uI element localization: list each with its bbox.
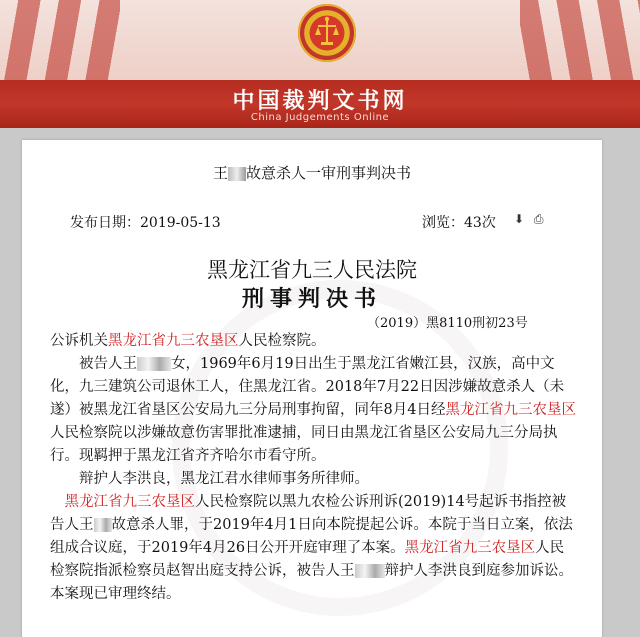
download-icon[interactable]: ⬇	[514, 212, 525, 226]
text-span: 人民检察院指派检察员赵智出庭支持公诉，被告人王	[50, 540, 565, 579]
procuratorate-link[interactable]: 黑龙江省九三农垦区	[404, 540, 536, 556]
view-count-label: 浏览：	[422, 215, 464, 231]
procuratorate-link[interactable]: 黑龙江省九三农垦区	[108, 333, 239, 349]
text-span: 人民检察院以涉嫌故意伤害罪批准逮捕，同日由黑龙江省垦区公安局九三分局执行。现羁押于黑龙江省齐齐哈尔市看守所。	[50, 425, 558, 464]
court-emblem-icon	[298, 4, 356, 62]
document-actions	[514, 212, 544, 227]
text-span: 人民检察院。	[238, 333, 326, 349]
text-span: 被告人王	[79, 356, 137, 372]
redacted-name	[94, 518, 112, 532]
redacted-name	[228, 167, 246, 181]
text-span: 公诉机关	[50, 333, 108, 349]
text-span: 故意杀人罪，于2019年4月1日向本院提起公诉。本院于当日立案，依法组成合议庭，于2019年4月26日公开开庭审理了本案。	[50, 517, 573, 556]
publish-date-label: 发布日期：	[70, 215, 140, 231]
text-span: 人民检察院以黑九农检公诉刑诉(2019)14号起诉书指控被告人王	[50, 494, 567, 533]
text-span: 辩护人李洪良到庭参加诉讼。本案现已审理终结。	[50, 563, 573, 602]
document-title	[22, 162, 602, 183]
redacted-name	[137, 357, 171, 371]
site-subtitle: China Judgements Online	[250, 112, 390, 123]
defendant-name-visible: 王	[212, 164, 228, 182]
publish-date-value: 2019-05-13	[140, 215, 221, 231]
procuratorate-link[interactable]: 黑龙江省九三农垦区	[64, 494, 195, 510]
redacted-name	[355, 564, 385, 578]
document-type: 刑事判决书	[241, 286, 382, 312]
publish-date	[70, 212, 221, 232]
text-span: 女，1969年6月19日出生于黑龙江省嫩江县，汉族，高中文化，九三建筑公司退休工人，住黑龙江省。2018年7月22日因涉嫌故意杀人（未遂）被黑龙江省垦区公安局九三分局刑事拘留，同年8月4日经	[50, 356, 565, 418]
paragraph-defense-counsel	[50, 468, 578, 491]
paragraph-prosecutor	[50, 330, 578, 353]
site-title: 中国裁判文书网	[232, 89, 408, 114]
procuratorate-link[interactable]: 黑龙江省九三农垦区	[445, 402, 576, 418]
view-count-value: 43次	[464, 215, 496, 231]
case-number: （2019）黑8110刑初23号	[367, 316, 528, 331]
text-span: 辩护人李洪良，黑龙江君水律师事务所律师。	[79, 471, 369, 487]
site-banner	[0, 0, 640, 128]
view-count	[422, 212, 496, 232]
judgment-document	[22, 140, 602, 637]
document-title-text: 故意杀人一审刑事判决书	[246, 164, 412, 182]
paragraph-proceedings	[50, 491, 578, 606]
judgment-body	[50, 330, 578, 606]
print-icon[interactable]: ⎙	[533, 212, 544, 226]
paragraph-defendant	[50, 353, 578, 468]
court-name: 黑龙江省九三人民法院	[207, 258, 417, 282]
